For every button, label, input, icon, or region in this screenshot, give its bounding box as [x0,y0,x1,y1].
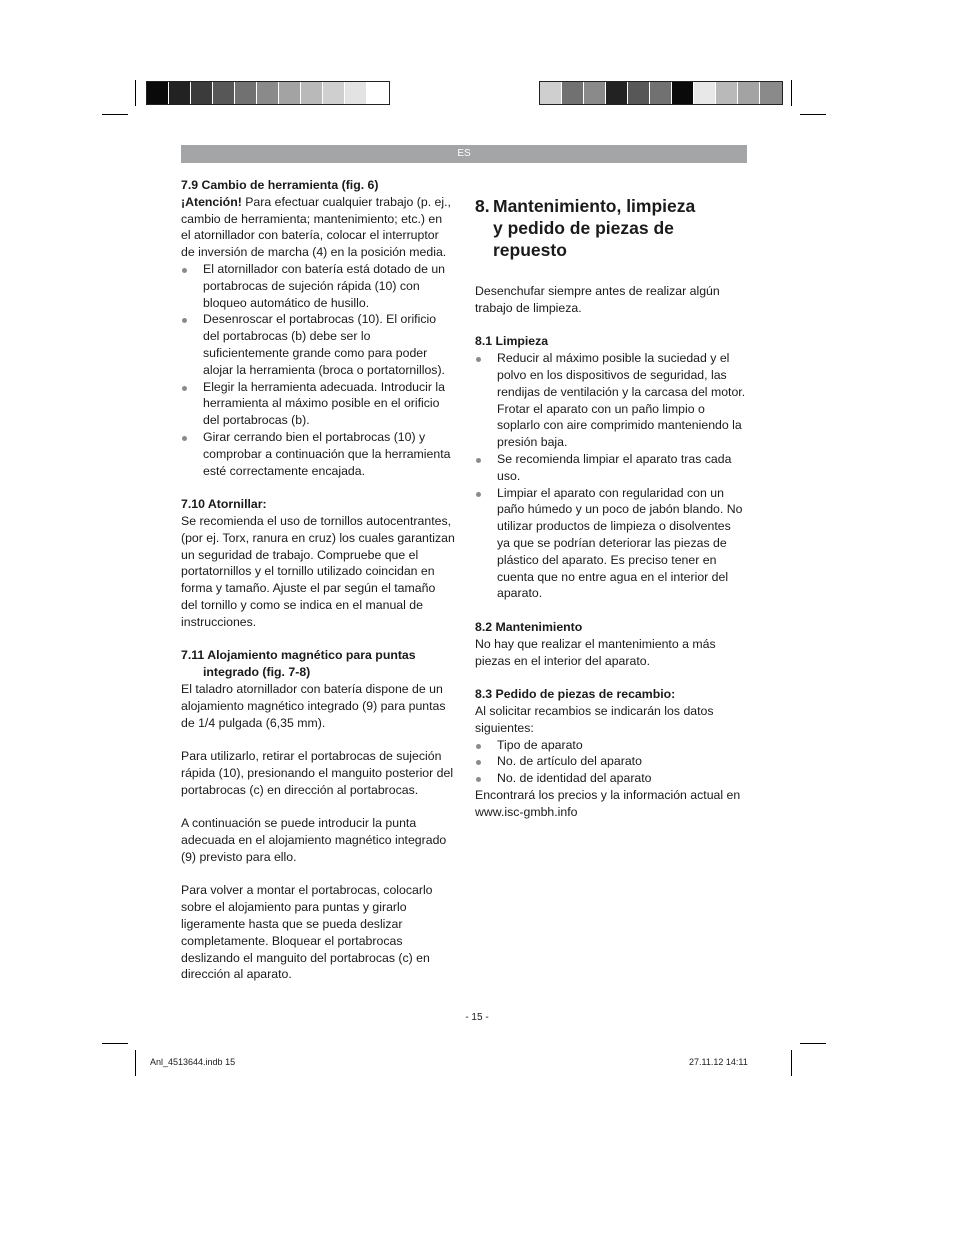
color-swatch [323,82,345,104]
crop-mark [791,80,792,106]
section-7-9-intro [181,194,455,261]
list-item: Desenroscar el portabrocas (10). El orificio del portabrocas (b) debe ser lo suficientemente grande como para poder alojar la herramienta (broca o portatornillos). [181,311,455,378]
section-8-title-line-2: y pedido de piezas de repuesto [493,218,674,260]
color-swatch [760,82,782,104]
color-swatch [650,82,672,104]
list-item: Reducir al máximo posible la suciedad y el polvo en los dispositivos de seguridad, las rendijas de ventilación y la carcasa del motor. Frotar el aparato con un paño limpio o soplarlo con aire comprimido manteniendo la presión baja. [475,350,747,451]
color-swatch [606,82,628,104]
color-swatch [213,82,235,104]
bullet-icon [182,318,187,323]
section-8-3-bullets [475,737,747,787]
language-header-bar: ES [181,145,747,163]
section-7-11-paragraph-2: Para utilizarlo, retirar el portabrocas de sujeción rápida (10), presionando el manguito posterior del portabrocas (c) en dirección al portabrocas. [181,749,454,797]
footer-file-info: Anl_4513644.indb 15 [150,1057,236,1067]
bullet-icon [476,458,481,463]
crop-mark [102,1043,128,1044]
section-8-number: 8. [475,196,490,216]
color-swatch [716,82,738,104]
list-item: Tipo de aparato [475,737,747,754]
section-8-3-title: 8.3 Pedido de piezas de recambio: [475,687,676,702]
bullet-icon [182,386,187,391]
page-number: - 15 - [465,1012,489,1023]
section-7-11-paragraph-3: A continuación se puede introducir la punta adecuada en el alojamiento magnético integrado (9) previsto para ello. [181,816,447,864]
right-column [475,177,747,821]
section-8-2-title: 8.2 Mantenimiento [475,619,583,634]
section-8-3-outro: Encontrará los precios y la información actual en www.isc-gmbh.info [475,787,741,819]
color-swatch [562,82,584,104]
footer-datetime: 27.11.12 14:11 [689,1057,748,1067]
section-7-11-title: 7.11 Alojamiento magnético para puntas integrado (fig. 7-8) [181,648,416,680]
color-swatch [628,82,650,104]
crop-mark [791,1050,792,1076]
color-swatch [169,82,191,104]
color-calibration-bar-left [146,81,390,105]
list-item: Girar cerrando bien el portabrocas (10) y comprobar a continuación que la herramienta esté correctamente encajada. [181,429,455,479]
bullet-icon [476,744,481,749]
section-7-10-title: 7.10 Atornillar: [181,497,267,512]
list-item: El atornillador con batería está dotado de un portabrocas de sujeción rápida (10) con bloqueo automático de husillo. [181,261,455,311]
attention-label: ¡Atención! [181,194,242,209]
list-item: No. de artículo del aparato [475,753,747,770]
color-swatch [367,82,389,104]
section-7-9-title: 7.9 Cambio de herramienta (fig. 6) [181,178,379,192]
bullet-icon [476,357,481,362]
bullet-icon [182,268,187,273]
bullet-icon [476,492,481,497]
color-swatch [147,82,169,104]
color-swatch [235,82,257,104]
section-7-11-paragraph-1: El taladro atornillador con batería dispone de un alojamiento magnético integrado (9) para puntas de 1/4 pulgada (6,35 mm). [181,681,446,730]
crop-mark [800,1043,826,1044]
color-swatch [191,82,213,104]
bullet-icon [476,760,481,765]
crop-mark [800,114,826,115]
color-swatch [540,82,562,104]
crop-mark [135,1050,136,1076]
section-8-heading [475,195,747,261]
list-item: Limpiar el aparato con regularidad con un paño húmedo y un poco de jabón blando. No utilizar productos de limpieza o disolventes ya que se podrían deteriorar las piezas de plástico del aparato. Es preciso tener en cuenta que no entre agua en el interior del aparato. [475,485,747,603]
section-7-11-paragraph-4: Para volver a montar el portabrocas, colocarlo sobre el alojamiento para puntas y girarlo ligeramente hasta que se pueda deslizar completamente. Bloquear el portabrocas deslizando el manguito del portabrocas (c) en dirección al aparato. [181,883,433,982]
list-item: No. de identidad del aparato [475,770,747,787]
color-swatch [672,82,694,104]
section-8-1-title: 8.1 Limpieza [475,334,549,349]
bullet-icon [476,777,481,782]
left-column [181,177,455,983]
color-swatch [301,82,323,104]
section-8-intro: Desenchufar siempre antes de realizar algún trabajo de limpieza. [475,284,720,315]
color-swatch [279,82,301,104]
attention-text: Para efectuar cualquier trabajo (p. ej., cambio de herramienta; mantenimiento; etc.) en el atornillador con batería, colocar el interruptor de inversión de marcha (4) en la posición media. [181,194,451,260]
list-item: Se recomienda limpiar el aparato tras cada uso. [475,451,747,485]
color-calibration-bar-right [539,81,783,105]
section-8-2-text: No hay que realizar el mantenimiento a más piezas en el interior del aparato. [475,636,716,668]
list-item: Elegir la herramienta adecuada. Introducir la herramienta al máximo posible en el orificio del portabrocas (b). [181,379,455,429]
color-swatch [257,82,279,104]
section-7-9-bullets [181,261,455,479]
section-7-10-text: Se recomienda el uso de tornillos autocentrantes, (por ej. Torx, ranura en cruz) los cuales garantizan un seguridad de trabajo. Compruebe que el portatornillos y el tornillo utilizado coincidan en forma y tamaño. Ajuste el par según el tamaño del tornillo y como se indica en el manual de instrucciones. [181,513,455,629]
section-8-title-line-1: Mantenimiento, limpieza [493,196,696,216]
color-swatch [345,82,367,104]
crop-mark [135,80,136,106]
section-8-1-bullets [475,350,747,602]
crop-mark [102,114,128,115]
section-8-3-intro: Al solicitar recambios se indicarán los datos siguientes: [475,703,714,735]
color-swatch [738,82,760,104]
bullet-icon [182,436,187,441]
color-swatch [694,82,716,104]
color-swatch [584,82,606,104]
